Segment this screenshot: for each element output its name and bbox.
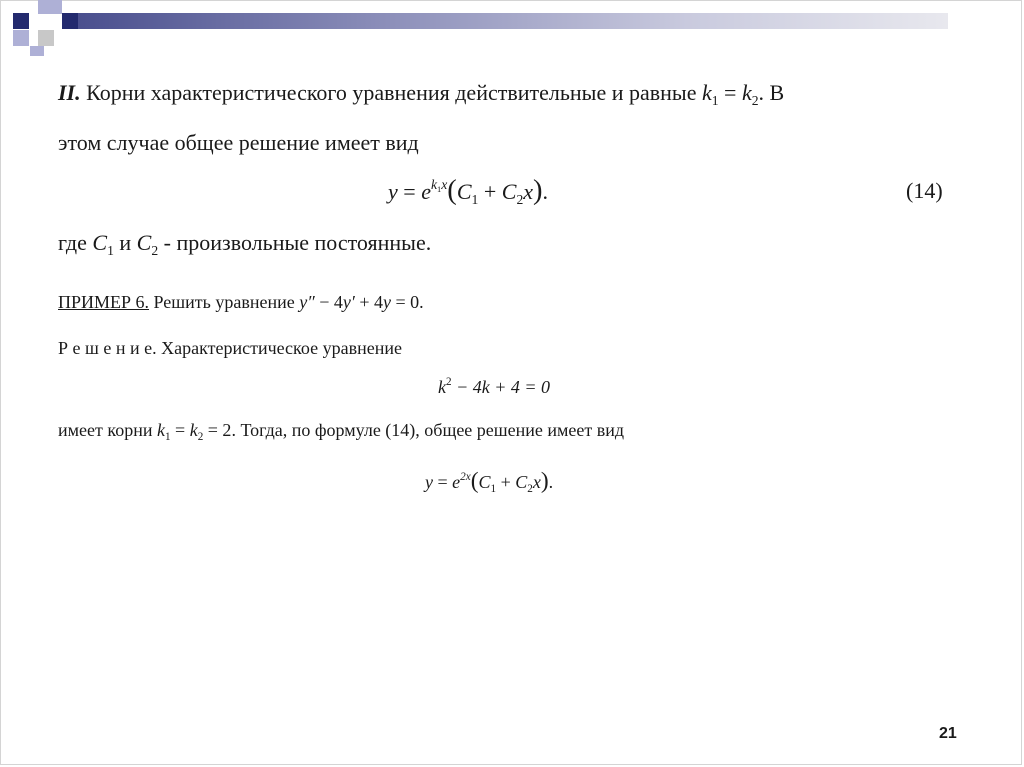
corner-square-lavender-2 xyxy=(13,30,29,46)
corner-square-navy-2 xyxy=(62,13,78,29)
equal-roots-formula: $k_1 = k_2$ xyxy=(701,80,759,108)
page-number: 21 xyxy=(939,725,957,742)
case-heading-end: . В xyxy=(758,80,785,105)
statement-line-2: этом случае общее решение имеет вид xyxy=(58,130,419,155)
corner-square-lavender-1 xyxy=(38,0,62,14)
statement-line-1 xyxy=(58,80,784,109)
solution-label: Р е ш е н и е. xyxy=(58,338,157,358)
constant-c2: $C_2$ xyxy=(136,230,159,258)
formula-number: (14) xyxy=(906,178,943,203)
corner-square-grey-1 xyxy=(38,30,54,46)
final-solution-formula: $y = e^{2x}(C_1 + C_2x)$. xyxy=(425,468,554,495)
example-label: ПРИМЕР 6. xyxy=(58,292,150,312)
general-solution-formula: $y = e^{k_1x}(C_1 + C_2x)$. xyxy=(388,175,549,207)
case-heading-text: Корни характеристического уравнения действительные и равные xyxy=(80,80,702,105)
constant-c1: $C_1$ xyxy=(92,230,114,258)
solution-line: Р е ш е н и е. Характеристическое уравнение xyxy=(58,338,402,358)
case-number: II. xyxy=(58,80,81,105)
roots-formula: $k_1 = k_2 = 2$ xyxy=(156,420,232,443)
header-gradient-bar xyxy=(78,13,948,29)
example-line: ПРИМЕР 6. Решить уравнение y″ − 4y′ + 4y = 0. xyxy=(58,292,424,312)
corner-square-lavender-3 xyxy=(30,46,44,56)
characteristic-equation: $k^2 - 4k + 4 = 0$ xyxy=(438,376,551,397)
corner-square-navy-1 xyxy=(13,13,29,29)
example-equation: y″ − 4y′ + 4y = 0 xyxy=(299,292,420,312)
roots-line: имеет корни $k_1 = k_2 = 2$. Тогда, по формуле (14), общее решение имеет вид xyxy=(58,420,625,443)
constants-line: где $C_1$ и $C_2$ - произвольные постоянные. xyxy=(58,230,432,258)
